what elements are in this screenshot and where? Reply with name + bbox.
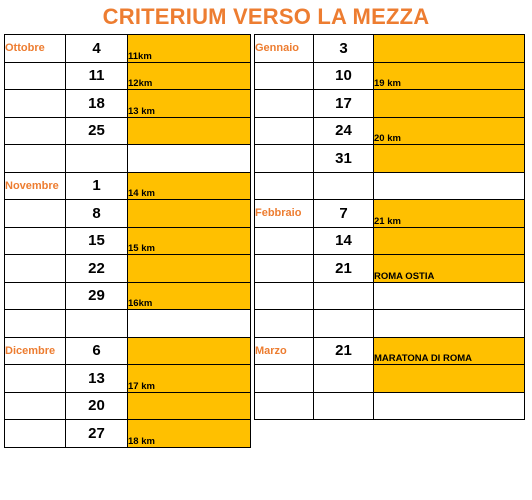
month-cell [255,365,314,393]
schedule-row [5,172,251,200]
schedule-row [255,365,525,393]
schedule-row [255,35,525,63]
schedule-row [255,337,525,365]
note-cell: ROMA OSTIA [374,255,525,283]
note-cell [374,310,525,338]
day-cell: 27 [66,420,128,448]
note-cell [374,227,525,255]
note-cell: 16km [128,282,251,310]
note-cell: 11km [128,35,251,63]
day-cell: 14 [314,227,374,255]
schedule-row [5,117,251,145]
day-cell: 25 [66,117,128,145]
day-cell: 31 [314,145,374,173]
month-cell [255,282,314,310]
day-cell: 7 [314,200,374,228]
note-cell [128,145,251,173]
month-cell [255,145,314,173]
month-cell [255,172,314,200]
note-cell [128,310,251,338]
day-cell: 21 [314,337,374,365]
schedule-row [5,365,251,393]
note-cell: 13 km [128,90,251,118]
month-cell [5,255,66,283]
schedule-row [5,282,251,310]
day-cell: 18 [66,90,128,118]
month-cell [5,310,66,338]
note-cell: 19 km [374,62,525,90]
month-cell [5,365,66,393]
schedule-row [255,145,525,173]
schedule-table-left [4,34,251,448]
day-cell: 10 [314,62,374,90]
note-cell [374,172,525,200]
month-cell [5,90,66,118]
schedule-row [255,282,525,310]
schedule-row [5,420,251,448]
note-cell: 17 km [128,365,251,393]
month-cell: Dicembre [5,337,66,365]
day-cell: 29 [66,282,128,310]
note-cell [374,365,525,393]
day-cell: 4 [66,35,128,63]
note-cell [128,255,251,283]
schedule-row [5,310,251,338]
day-cell [314,172,374,200]
month-cell [255,62,314,90]
day-cell: 3 [314,35,374,63]
note-cell: 18 km [128,420,251,448]
day-cell [66,310,128,338]
page-title: CRITERIUM VERSO LA MEZZA [102,4,430,29]
schedule-row [255,255,525,283]
day-cell [314,365,374,393]
note-cell [374,282,525,310]
schedule-row [255,117,525,145]
note-cell [374,35,525,63]
schedule-row [5,392,251,420]
day-cell [314,282,374,310]
month-cell [5,200,66,228]
schedule-row [5,337,251,365]
month-cell: Novembre [5,172,66,200]
month-cell [5,392,66,420]
note-cell: 21 km [374,200,525,228]
note-cell [374,145,525,173]
schedule-row [255,227,525,255]
day-cell [314,310,374,338]
day-cell: 15 [66,227,128,255]
month-cell: Febbraio [255,200,314,228]
schedule-row [5,200,251,228]
schedule-table-right [254,34,525,420]
day-cell: 8 [66,200,128,228]
schedule-row [5,145,251,173]
month-cell [255,117,314,145]
month-cell: Marzo [255,337,314,365]
schedule-row [5,62,251,90]
note-cell [128,337,251,365]
note-cell: 15 km [128,227,251,255]
note-cell [128,200,251,228]
schedule-row [255,392,525,420]
note-cell: 12km [128,62,251,90]
month-cell [5,117,66,145]
note-cell: MARATONA DI ROMA [374,337,525,365]
day-cell: 20 [66,392,128,420]
note-cell: 14 km [128,172,251,200]
day-cell: 1 [66,172,128,200]
note-cell [374,90,525,118]
note-cell: 20 km [374,117,525,145]
note-cell [128,117,251,145]
day-cell: 22 [66,255,128,283]
schedule-row [5,35,251,63]
month-cell: Ottobre [5,35,66,63]
schedule-row [5,227,251,255]
schedule-row [255,90,525,118]
month-cell [255,392,314,420]
day-cell: 17 [314,90,374,118]
note-cell [128,392,251,420]
month-cell [5,420,66,448]
month-cell [5,62,66,90]
note-cell [374,392,525,420]
schedule-row [5,255,251,283]
schedule-row [255,310,525,338]
schedule-row [5,90,251,118]
schedule-row [255,200,525,228]
day-cell: 21 [314,255,374,283]
month-cell [5,145,66,173]
month-cell [255,310,314,338]
month-cell [255,227,314,255]
month-cell [255,90,314,118]
day-cell: 11 [66,62,128,90]
month-cell [5,282,66,310]
schedule-row [255,172,525,200]
day-cell: 6 [66,337,128,365]
month-cell [5,227,66,255]
day-cell: 24 [314,117,374,145]
day-cell: 13 [66,365,128,393]
day-cell [66,145,128,173]
schedule-row [255,62,525,90]
month-cell [255,255,314,283]
month-cell: Gennaio [255,35,314,63]
day-cell [314,392,374,420]
